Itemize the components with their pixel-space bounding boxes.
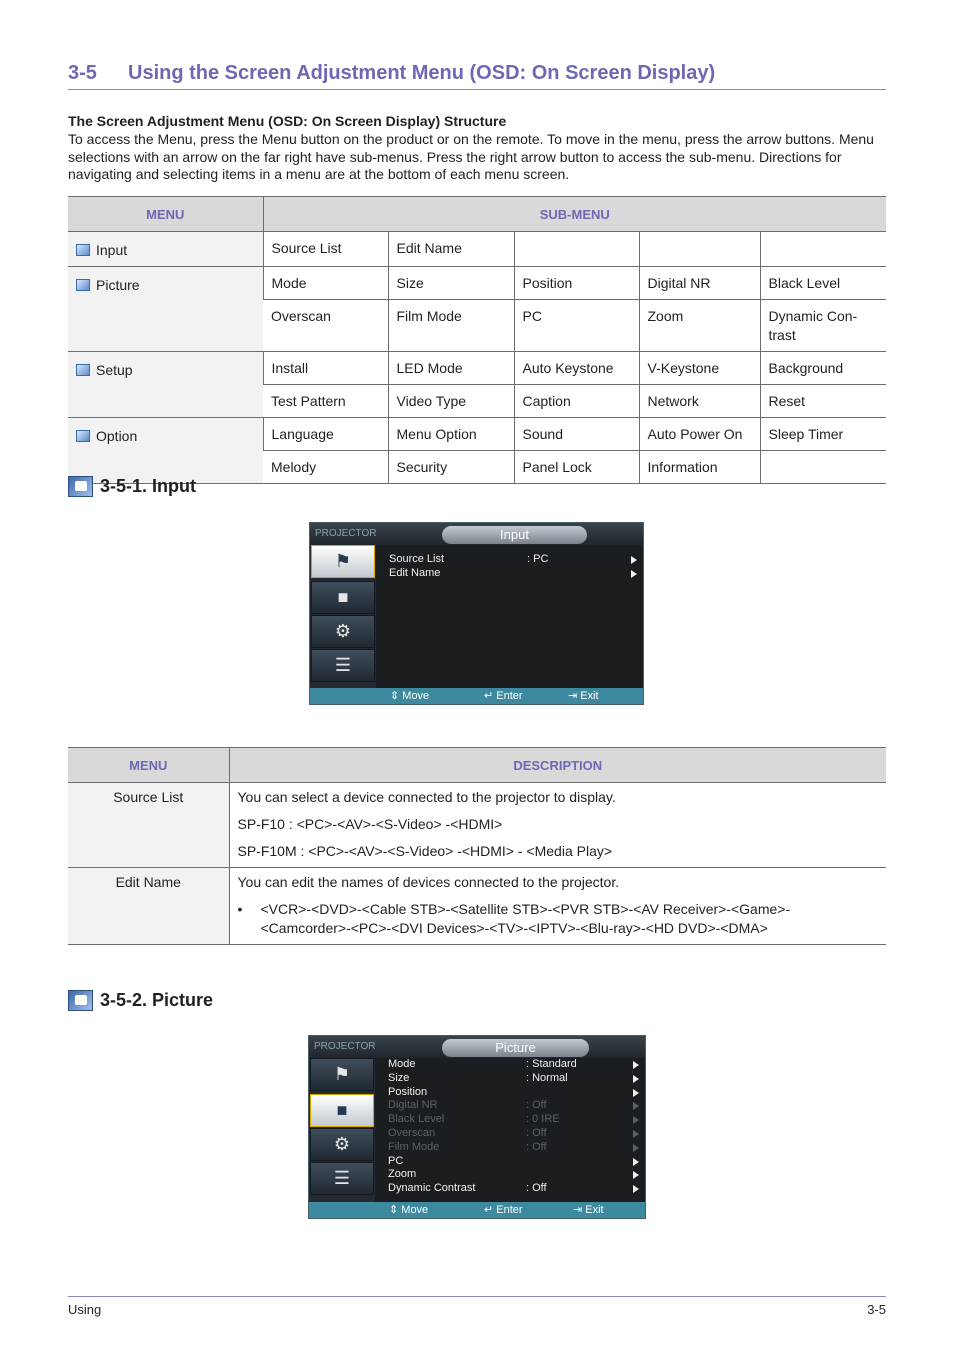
table-row — [68, 232, 886, 267]
section-title: Using the Screen Adjustment Menu (OSD: On Screen Display) — [128, 62, 716, 84]
submenu-cell: Language — [263, 418, 388, 451]
osd-sidebar — [310, 545, 376, 688]
list-item[interactable]: Zoom — [388, 1168, 639, 1182]
arrow-right-icon — [633, 1116, 639, 1124]
submenu-cell: PC — [514, 300, 639, 352]
arrow-right-icon — [633, 1171, 639, 1179]
section-number: 3-5 — [68, 62, 97, 84]
menu-structure-table — [68, 196, 886, 484]
list-item[interactable]: Dynamic Contrast : Off — [388, 1182, 639, 1196]
submenu-cell: V-Keystone — [639, 352, 760, 385]
table-row — [68, 783, 886, 868]
list-item[interactable]: Edit Name — [389, 567, 637, 581]
submenu-cell: Information — [639, 451, 760, 484]
submenu-cell: Caption — [514, 385, 639, 418]
menu-cell: Setup — [68, 352, 263, 418]
list-item[interactable]: Digital NR : Off — [388, 1099, 639, 1113]
menu-cell: Source List — [68, 783, 229, 868]
list-item[interactable]: Mode : Standard — [388, 1058, 639, 1072]
arrow-right-icon — [633, 1102, 639, 1110]
osd-title: Input — [442, 526, 587, 544]
osd-picture-screenshot — [308, 1035, 646, 1219]
input-icon: ⚑ — [310, 1058, 374, 1091]
submenu-cell: Mode — [263, 267, 388, 300]
submenu-cell — [514, 232, 639, 267]
submenu-cell — [760, 451, 886, 484]
bullet-item: • <VCR>-<DVD>-<Cable STB>-<Satellite STB>-<PVR STB>-<AV Receiver>-<Game>-<Camcorder>-<PC>-<DVI Devices>-<TV>-<IPTV>-<Blu-ray>-<HD DVD>-<DMA> — [238, 900, 879, 938]
picture-icon: ■ — [311, 581, 375, 614]
arrow-right-icon — [631, 570, 637, 578]
submenu-cell: Auto Keystone — [514, 352, 639, 385]
setup-gear-icon: ⚙ — [311, 615, 375, 648]
arrow-right-icon — [633, 1130, 639, 1138]
exit-hint: ⇥ Exit — [573, 1204, 604, 1216]
table-row — [68, 868, 886, 945]
setup-icon — [76, 364, 90, 376]
input-icon — [76, 244, 90, 256]
enter-hint: ↵ Enter — [484, 690, 523, 702]
submenu-cell: Network — [639, 385, 760, 418]
move-hint: ⇕ Move — [389, 1204, 429, 1216]
submenu-cell — [639, 232, 760, 267]
submenu-cell: Film Mode — [388, 300, 514, 352]
arrow-right-icon — [631, 556, 637, 564]
arrow-right-icon — [633, 1089, 639, 1097]
submenu-cell: Source List — [263, 232, 388, 267]
submenu-cell: Background — [760, 352, 886, 385]
arrow-right-icon — [633, 1075, 639, 1083]
submenu-cell: Sleep Timer — [760, 418, 886, 451]
exit-hint: ⇥ Exit — [568, 690, 599, 702]
osd-sidebar — [309, 1058, 375, 1202]
move-hint: ⇕ Move — [390, 690, 430, 702]
menu-column-header: MENU — [68, 197, 263, 232]
footer-chapter: Using — [68, 1302, 102, 1317]
submenu-cell: Edit Name — [388, 232, 514, 267]
menu-cell: Input — [68, 232, 263, 267]
structure-subheading: The Screen Adjustment Menu (OSD: On Screen Display) Structure — [68, 113, 507, 129]
picture-icon: ■ — [310, 1094, 374, 1127]
list-item[interactable]: Size : Normal — [388, 1072, 639, 1086]
submenu-cell: Install — [263, 352, 388, 385]
input-description-table — [68, 747, 886, 945]
arrow-right-icon — [633, 1185, 639, 1193]
submenu-cell: Zoom — [639, 300, 760, 352]
osd-title: Picture — [442, 1039, 589, 1057]
submenu-cell: Auto Power On — [639, 418, 760, 451]
arrow-right-icon — [633, 1061, 639, 1069]
submenu-cell: Sound — [514, 418, 639, 451]
submenu-cell: Dynamic Con- trast — [760, 300, 886, 352]
description-cell: You can edit the names of devices connected to the projector. • <VCR>-<DVD>-<Cable STB>-<Satellite STB>-<PVR STB>-<AV Receiver>-<Game>-<Camcorder>-<PC>-<DVI Devices>-<TV>-<IPTV>-<Blu-ray>-<HD DVD>-<DMA> — [229, 868, 886, 945]
submenu-cell: Test Pattern — [263, 385, 388, 418]
submenu-column-header: SUB-MENU — [263, 197, 886, 232]
submenu-cell: Position — [514, 267, 639, 300]
submenu-cell: LED Mode — [388, 352, 514, 385]
picture-section-heading: 3-5-2. Picture — [68, 990, 213, 1011]
osd-item-list — [389, 553, 637, 581]
input-section-heading: 3-5-1. Input — [68, 476, 196, 497]
list-item[interactable]: Film Mode : Off — [388, 1141, 639, 1155]
description-column-header: DESCRIPTION — [229, 748, 886, 783]
picture-icon — [76, 279, 90, 291]
osd-brand-label: PROJECTOR — [314, 1041, 376, 1052]
submenu-cell: Reset — [760, 385, 886, 418]
osd-brand-label: PROJECTOR — [315, 528, 377, 539]
submenu-cell: Menu Option — [388, 418, 514, 451]
menu-cell: Option — [68, 418, 263, 484]
osd-input-screenshot — [309, 522, 644, 705]
list-item[interactable]: PC — [388, 1155, 639, 1169]
option-icon — [76, 430, 90, 442]
submenu-cell: Security — [388, 451, 514, 484]
submenu-cell: Overscan — [263, 300, 388, 352]
page-footer — [68, 1296, 886, 1317]
page-number: 3-5 — [867, 1302, 886, 1317]
submenu-cell — [760, 232, 886, 267]
menu-column-header: MENU — [68, 748, 229, 783]
input-icon — [68, 476, 93, 497]
submenu-cell: Panel Lock — [514, 451, 639, 484]
list-item[interactable]: Black Level : 0 IRE — [388, 1113, 639, 1127]
submenu-cell: Digital NR — [639, 267, 760, 300]
list-item[interactable]: Position — [388, 1086, 639, 1100]
table-row — [68, 352, 886, 385]
arrow-right-icon — [633, 1158, 639, 1166]
picture-icon — [68, 990, 93, 1011]
arrow-right-icon — [633, 1144, 639, 1152]
osd-footer-bar — [309, 1202, 645, 1218]
list-item[interactable]: Overscan : Off — [388, 1127, 639, 1141]
description-cell: You can select a device connected to the projector to display. SP-F10 : <PC>-<AV>-<S-Video> -<HDMI> SP-F10M : <PC>-<AV>-<S-Video> -<HDMI> - <Media Play> — [229, 783, 886, 868]
table-row — [68, 418, 886, 451]
menu-cell: Edit Name — [68, 868, 229, 945]
menu-cell: Picture — [68, 267, 263, 352]
list-item[interactable]: Source List : PC — [389, 553, 637, 567]
input-icon: ⚑ — [311, 545, 375, 578]
submenu-cell: Black Level — [760, 267, 886, 300]
submenu-cell: Video Type — [388, 385, 514, 418]
osd-footer-bar — [310, 688, 643, 704]
table-row — [68, 267, 886, 300]
intro-paragraph: To access the Menu, press the Menu button on the product or on the remote. To move in the menu, press the arrow buttons. Menu selections with an arrow on the far right have sub-menus. Press the right arrow button to access the sub-menu. Directions for navigating and selecting items in a menu are at the bottom of each menu screen. — [68, 131, 874, 182]
section-heading — [68, 62, 886, 90]
osd-item-list — [388, 1058, 639, 1196]
option-icon: ☰ — [311, 649, 375, 682]
setup-gear-icon: ⚙ — [310, 1128, 374, 1161]
submenu-cell: Melody — [263, 451, 388, 484]
option-icon: ☰ — [310, 1162, 374, 1195]
enter-hint: ↵ Enter — [484, 1204, 523, 1216]
submenu-cell: Size — [388, 267, 514, 300]
